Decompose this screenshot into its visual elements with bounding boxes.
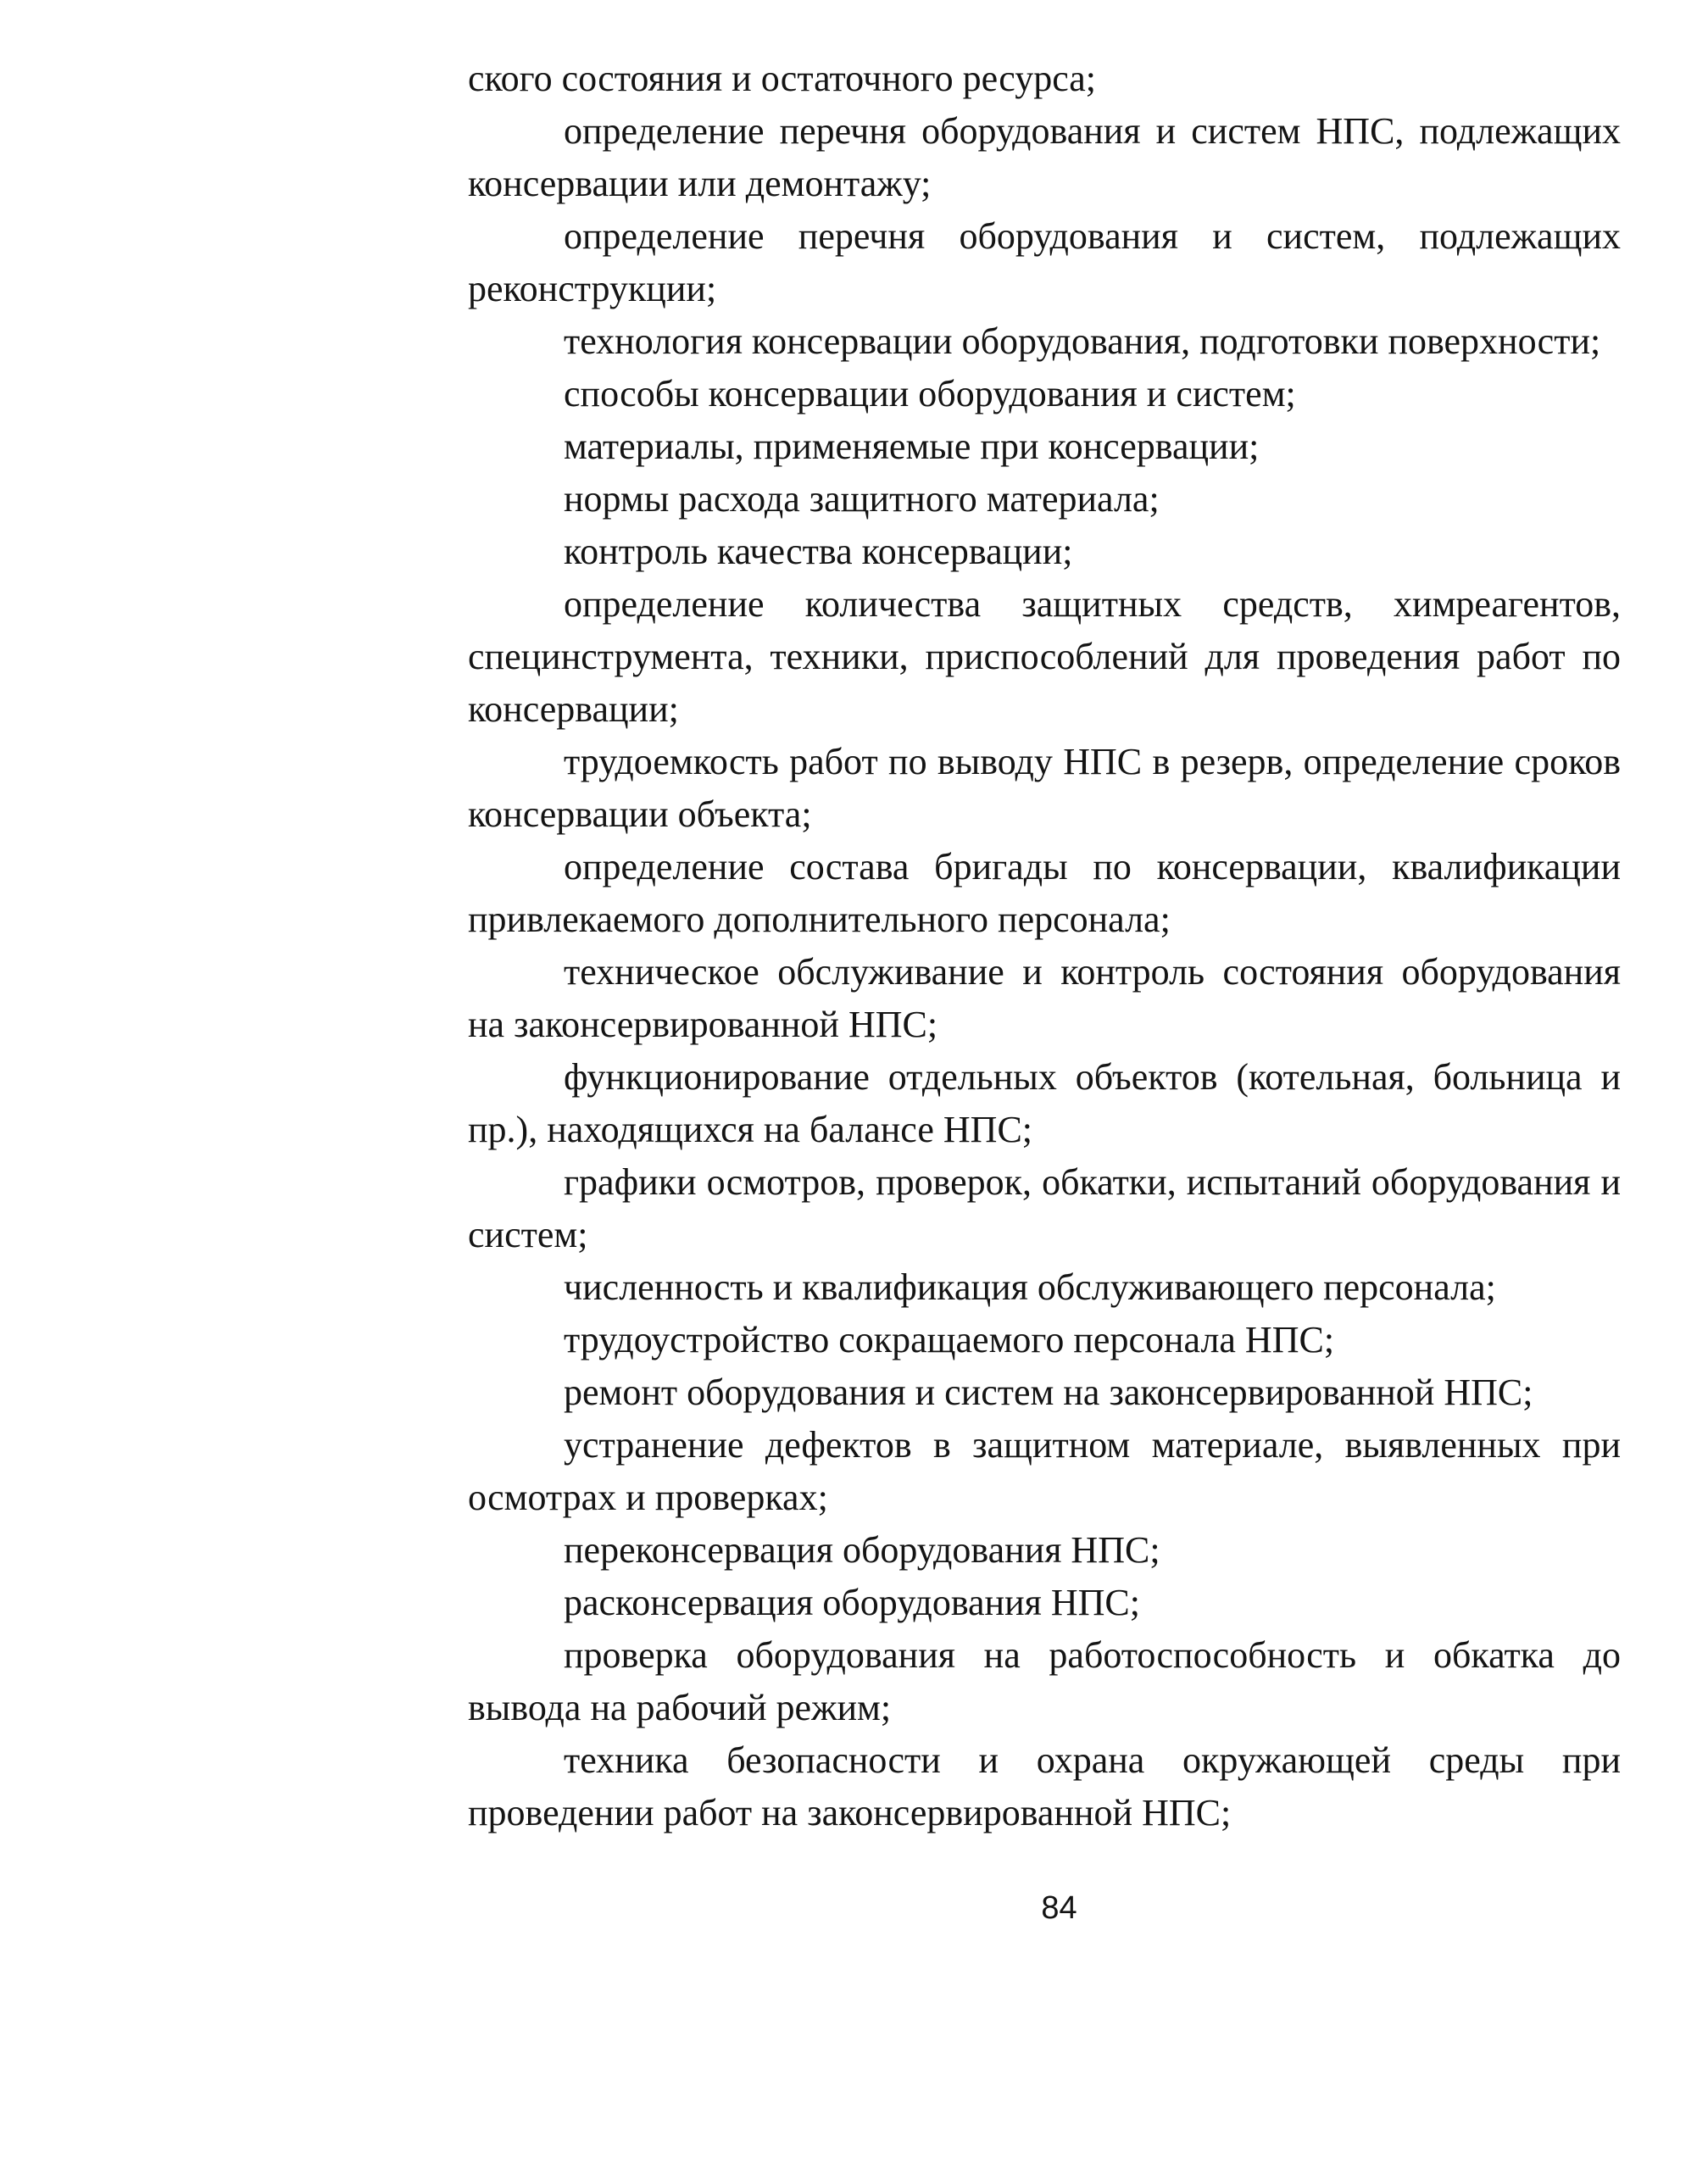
list-item: переконсервация оборудования НПС; (564, 1529, 1160, 1571)
list-item: определение перечня оборудования и систем НПС, подлежащих консервации или демонтажу; (468, 110, 1621, 204)
list-item: трудоемкость работ по выводу НПС в резерв, определение сроков консервации объекта; (468, 741, 1621, 835)
list-item: технология консервации оборудования, подготовки поверхности; (564, 320, 1601, 362)
list-item: контроль качества консервации; (564, 531, 1073, 572)
list-item: техника безопасности и охрана окружающей среды при проведении работ на законсервированной НПС; (468, 1739, 1621, 1833)
list-item: трудоустройство сокращаемого персонала НПС; (564, 1319, 1335, 1360)
paragraph-continuation: ского состояния и остаточного ресурса; (468, 58, 1097, 99)
list-item: функционирование отдельных объектов (котельная, больница и пр.), находящихся на балансе НПС; (468, 1056, 1621, 1150)
list-item: определение количества защитных средств, химреагентов, специнструмента, техники, приспособлений для проведения работ по консервации; (468, 583, 1621, 730)
list-item: нормы расхода защитного материала; (564, 478, 1160, 520)
list-item: ремонт оборудования и систем на законсервированной НПС; (564, 1372, 1533, 1413)
list-item: проверка оборудования на работоспособность и обкатка до вывода на рабочий режим; (468, 1634, 1621, 1728)
page-number: 84 (1041, 1890, 1077, 1926)
body-text (468, 53, 1621, 1839)
list-item: численность и квалификация обслуживающего персонала; (564, 1266, 1496, 1308)
list-item: техническое обслуживание и контроль состояния оборудования на законсервированной НПС; (468, 951, 1621, 1045)
list-item: материалы, применяемые при консервации; (564, 426, 1260, 467)
list-item: способы консервации оборудования и систем; (564, 373, 1296, 415)
list-item: определение перечня оборудования и систем, подлежащих реконструкции; (468, 215, 1621, 309)
list-item: графики осмотров, проверок, обкатки, испытаний оборудования и систем; (468, 1161, 1621, 1255)
list-item: определение состава бригады по консервации, квалификации привлекаемого дополнительного персонала; (468, 846, 1621, 940)
list-item: устранение дефектов в защитном материале, выявленных при осмотрах и проверках; (468, 1424, 1621, 1518)
list-item: расконсервация оборудования НПС; (564, 1582, 1141, 1623)
